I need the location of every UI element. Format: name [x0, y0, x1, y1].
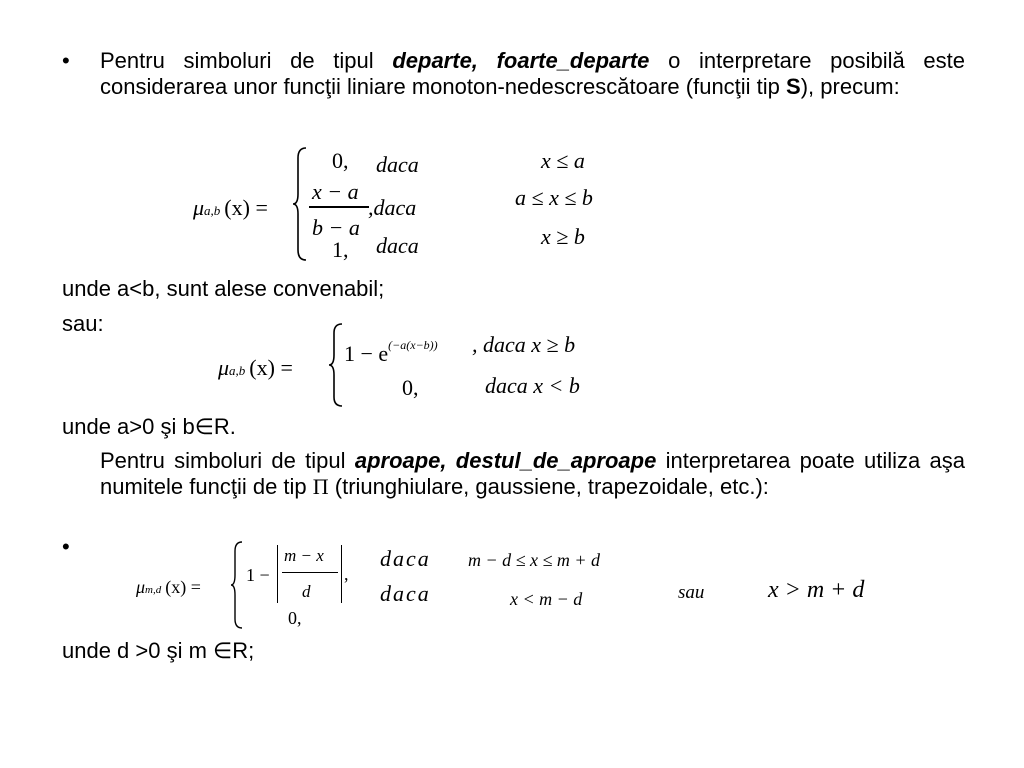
line-a-lt-b: unde a<b, sunt alese convenabil; — [62, 276, 385, 301]
eq1-r1-val: 0, — [332, 148, 349, 173]
eq3-sub: m,d — [145, 584, 162, 596]
eq1-arg: (x) = — [224, 195, 268, 220]
eq1-lhs — [193, 196, 268, 223]
line-d-m-in-r: unde d >0 şi m ∈R; — [62, 638, 255, 663]
eq3-daca-1: daca — [380, 546, 431, 571]
eq1-mu: μ — [193, 195, 205, 220]
eq3-r1-num: m − x — [284, 546, 324, 565]
eq3-lhs — [136, 575, 201, 602]
line-b-in-r: unde a>0 şi b∈R. — [62, 414, 236, 439]
eq1-r2-cond: a ≤ x ≤ b — [515, 185, 593, 210]
p1-emphasis-1: departe, foarte_departe — [392, 48, 650, 73]
eq1-r3-daca: daca — [376, 233, 419, 258]
eq1-r2-daca: ,daca — [368, 195, 417, 220]
line-sau: sau: — [62, 311, 104, 336]
eq2-r1-base: 1 − e — [344, 341, 389, 366]
paragraph-1 — [100, 48, 965, 100]
eq1-sub: a,b — [204, 203, 221, 218]
eq3-arg: (x) = — [165, 577, 201, 597]
eq2-mu: μ — [218, 355, 230, 380]
eq2-r2-val: 0, — [402, 375, 419, 400]
eq1-r1-cond: x ≤ a — [541, 148, 585, 173]
p1-emphasis-2: S — [786, 74, 801, 99]
eq1-r2-den: b − a — [312, 215, 360, 240]
eq1-fraction-bar — [309, 206, 369, 208]
eq3-abs-left — [277, 545, 278, 603]
eq3-r1-den: d — [302, 582, 311, 601]
eq3-brace — [230, 540, 244, 630]
eq1-r1-daca: daca — [376, 152, 419, 177]
eq3-cond-1: m − d ≤ x ≤ m + d — [468, 550, 601, 570]
eq3-cond-3: x > m + d — [768, 577, 865, 603]
p2-text-3: (triunghiulare, gaussiene, trapezoidale, etc.): — [328, 474, 769, 499]
eq3-fraction-bar — [282, 572, 338, 573]
eq2-arg: (x) = — [249, 355, 293, 380]
eq3-r1-comma: , — [344, 564, 349, 584]
eq1-r2-num: x − a — [312, 179, 359, 204]
eq1-r3-cond: x ≥ b — [541, 224, 585, 249]
bullet-2: • — [62, 534, 70, 559]
eq2-lhs — [218, 356, 293, 383]
eq2-brace — [328, 322, 344, 408]
eq3-r1-one: 1 − — [246, 565, 270, 585]
eq3-r3-val: 0, — [288, 608, 302, 628]
p2-pi: Π — [312, 474, 329, 499]
eq3-daca-2: daca — [380, 581, 431, 606]
p2-text-1: Pentru simboluri de tipul — [100, 448, 355, 473]
p1-text-1: Pentru simboluri de tipul — [100, 48, 393, 73]
eq2-sub: a,b — [229, 363, 246, 378]
eq3-cond-2: x < m − d — [510, 589, 583, 609]
eq3-abs-right — [341, 545, 342, 603]
eq2-r1-cond: , daca x ≥ b — [472, 332, 576, 357]
eq3-sau: sau — [678, 582, 705, 603]
bullet-1: • — [62, 48, 70, 73]
p1-text-2: o interpretare posibilă este considerarea unor funcţii liniare monoton-nedescrescătoare (funcţii tip — [100, 48, 965, 99]
eq1-brace — [292, 146, 308, 262]
eq3-mu: μ — [136, 577, 146, 597]
p2-text-2: interpretarea poate utiliza aşa numitele funcţii de tip — [100, 448, 965, 499]
p1-text-3: ), precum: — [800, 74, 900, 99]
eq1-r3-val: 1, — [332, 237, 349, 262]
paragraph-2 — [100, 448, 965, 500]
eq2-r1-val — [344, 333, 438, 366]
eq2-r2-cond: daca x < b — [485, 373, 580, 398]
eq2-r1-exp: (−a(x−b)) — [388, 338, 438, 352]
p2-emphasis-1: aproape, destul_de_aproape — [354, 448, 657, 473]
